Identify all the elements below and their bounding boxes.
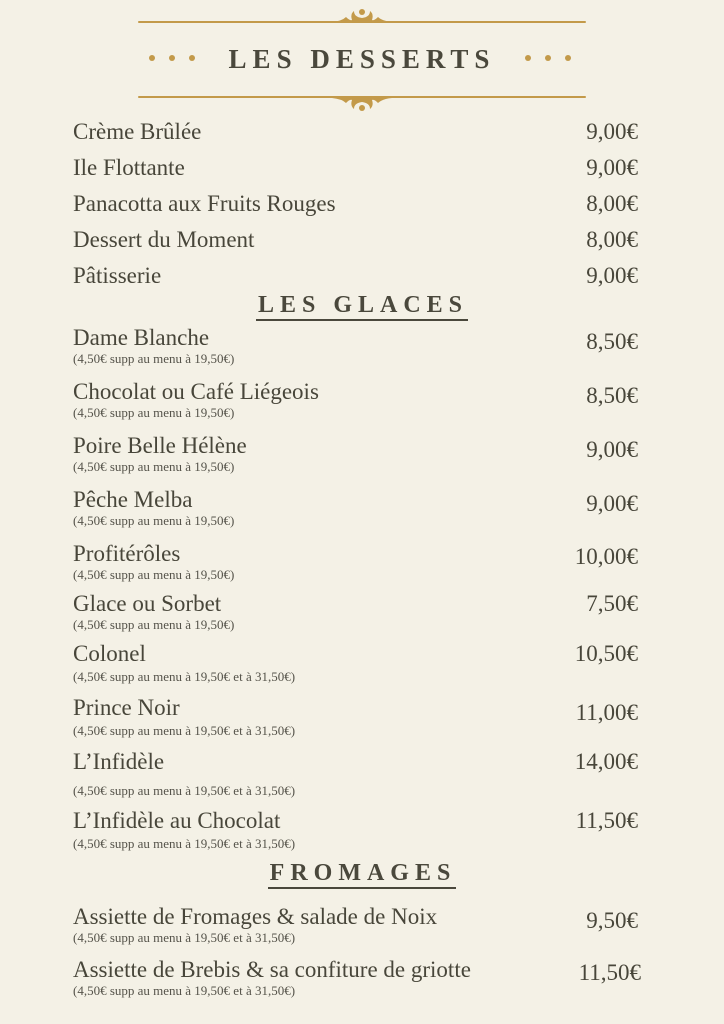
item-price: 10,50€ — [574, 641, 638, 666]
section-title-text: FROMAGES — [268, 860, 457, 889]
item-price: 11,00€ — [575, 700, 638, 725]
menu-header — [138, 6, 586, 112]
item-price: 10,00€ — [574, 544, 638, 569]
item-note: (4,50€ supp au menu à 19,50€ et à 31,50€) — [73, 669, 296, 684]
item-name: Dame Blanche — [73, 325, 210, 350]
item-name: Pêche Melba — [73, 487, 193, 512]
item-price: 8,50€ — [586, 383, 638, 408]
item-price: 7,50€ — [586, 591, 638, 616]
item-name: Glace ou Sorbet — [73, 591, 222, 616]
crown-ornament-icon — [332, 6, 392, 26]
section-title-glaces — [0, 292, 724, 319]
item-name: Panacotta aux Fruits Rouges — [73, 191, 336, 216]
menu-item — [73, 433, 638, 474]
item-price: 9,00€ — [586, 491, 638, 516]
menu-item — [73, 957, 641, 998]
item-name: Prince Noir — [73, 695, 180, 720]
item-note: (4,50€ supp au menu à 19,50€) — [73, 405, 235, 420]
item-price: 9,00€ — [586, 263, 638, 288]
item-note: (4,50€ supp au menu à 19,50€) — [73, 351, 235, 366]
menu-item — [73, 487, 638, 528]
item-price: 9,00€ — [586, 437, 638, 462]
item-note: (4,50€ supp au menu à 19,50€) — [73, 567, 235, 582]
item-note: (4,50€ supp au menu à 19,50€ et à 31,50€) — [73, 836, 296, 851]
menu-item — [73, 695, 638, 738]
menu-item — [73, 191, 638, 217]
menu-item — [73, 379, 638, 420]
item-price: 8,00€ — [586, 227, 638, 252]
item-name: Ile Flottante — [73, 155, 185, 180]
item-name: Pâtisserie — [73, 263, 162, 288]
item-price: 11,50€ — [575, 808, 638, 833]
item-note: (4,50€ supp au menu à 19,50€) — [73, 617, 235, 632]
item-name: L’Infidèle au Chocolat — [73, 808, 281, 833]
item-note: (4,50€ supp au menu à 19,50€ et à 31,50€) — [73, 783, 296, 798]
decorative-dots-right — [525, 55, 571, 61]
menu-item — [73, 155, 638, 181]
menu-item — [73, 119, 638, 145]
item-name: Dessert du Moment — [73, 227, 255, 252]
item-name: Crème Brûlée — [73, 119, 202, 144]
item-note: (4,50€ supp au menu à 19,50€ et à 31,50€) — [73, 723, 296, 738]
item-name: Poire Belle Hélène — [73, 433, 247, 458]
item-name: L’Infidèle — [73, 749, 165, 774]
item-note: (4,50€ supp au menu à 19,50€ et à 31,50€) — [73, 983, 296, 998]
menu-item — [73, 227, 638, 253]
item-price: 9,50€ — [586, 908, 638, 933]
item-price: 9,00€ — [586, 119, 638, 144]
item-name: Assiette de Fromages & salade de Noix — [73, 904, 438, 929]
item-price: 8,00€ — [586, 191, 638, 216]
menu-item — [73, 541, 638, 582]
menu-item — [73, 808, 638, 851]
section-title-text: LES GLACES — [256, 292, 468, 321]
page-title: LES DESSERTS — [228, 44, 496, 74]
menu-item — [73, 904, 638, 945]
item-note: (4,50€ supp au menu à 19,50€ et à 31,50€) — [73, 930, 296, 945]
item-note: (4,50€ supp au menu à 19,50€) — [73, 513, 235, 528]
item-price: 9,00€ — [586, 155, 638, 180]
menu-item — [73, 749, 638, 798]
menu-item — [73, 325, 638, 366]
menu-item — [73, 263, 638, 289]
item-price: 11,50€ — [578, 960, 641, 985]
item-name: Profitérôles — [73, 541, 181, 566]
item-price: 14,00€ — [574, 749, 638, 774]
section-title-fromages — [0, 860, 724, 887]
item-name: Chocolat ou Café Liégeois — [73, 379, 319, 404]
crown-ornament-bottom-icon — [332, 94, 392, 114]
item-price: 8,50€ — [586, 329, 638, 354]
item-name: Assiette de Brebis & sa confiture de griotte — [73, 957, 471, 982]
menu-item — [73, 641, 638, 684]
menu-item — [73, 591, 638, 632]
item-name: Colonel — [73, 641, 146, 666]
item-note: (4,50€ supp au menu à 19,50€) — [73, 459, 235, 474]
